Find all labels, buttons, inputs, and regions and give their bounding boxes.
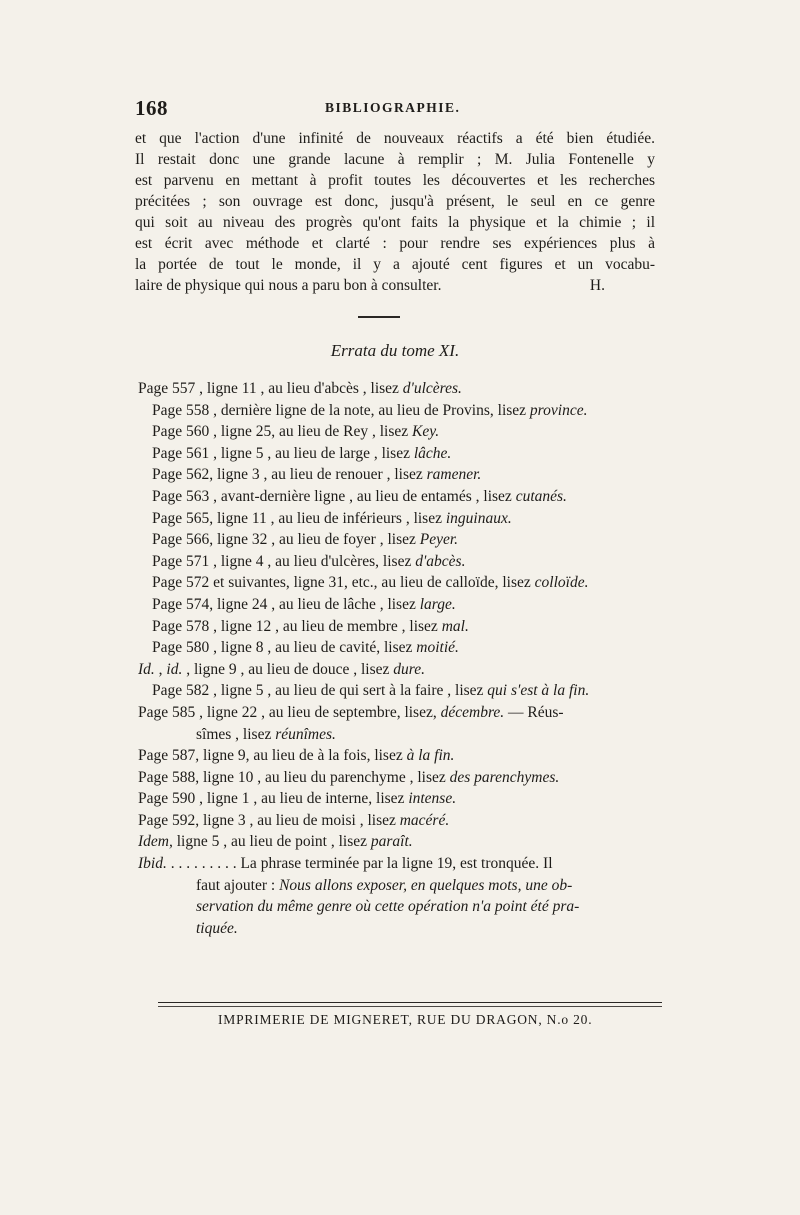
errata-entry: Page 565, ligne 11 , au lieu de inférieurs , lisez inguinaux. <box>152 509 512 527</box>
errata-title: Errata du tome XI. <box>330 341 460 360</box>
errata-entry: Page 585 , ligne 22 , au lieu de septembre, lisez, décembre. — Réus- <box>138 703 564 721</box>
errata-entry: Page 560 , ligne 25, au lieu de Rey , lisez Key. <box>152 423 440 441</box>
footer-rule-thin <box>158 1006 662 1007</box>
paragraph-last-line <box>135 275 605 296</box>
errata-entry: Page 588, ligne 10 , au lieu du parenchyme , lisez des parenchymes. <box>138 768 560 786</box>
intro-paragraph <box>135 128 655 296</box>
errata-entry-continued: tiquée. <box>196 919 238 937</box>
paragraph-line: est parvenu en mettant à profit toutes les découvertes et les recherches <box>135 172 655 189</box>
running-head: BIBLIOGRAPHIE. <box>325 100 461 115</box>
page-number: 168 <box>135 96 168 120</box>
paragraph-line: qui soit au niveau des progrès qu'ont faits la physique et la chimie ; il <box>135 214 655 231</box>
errata-entry: Page 562, ligne 3 , au lieu de renouer , lisez ramener. <box>152 466 482 484</box>
errata-entry-continued: servation du même genre où cette opération n'a point été pra- <box>196 898 580 916</box>
errata-entry: Page 561 , ligne 5 , au lieu de large , lisez lâche. <box>152 444 452 462</box>
errata-entry: Page 571 , ligne 4 , au lieu d'ulcères, lisez d'abcès. <box>152 552 466 570</box>
paragraph-line: et que l'action d'une infinité de nouveaux réactifs a été bien étudiée. <box>135 130 655 147</box>
errata-entry: Page 557 , ligne 11 , au lieu d'abcès , lisez d'ulcères. <box>138 380 462 397</box>
errata-entry: Page 580 , ligne 8 , au lieu de cavité, lisez moitié. <box>152 639 459 657</box>
errata-entry: Page 563 , avant-dernière ligne , au lieu de entamés , lisez cutanés. <box>152 487 567 505</box>
signature: H. <box>589 277 605 294</box>
paragraph-line: laire de physique qui nous a paru bon à consulter. <box>135 277 442 294</box>
errata-entry: Page 566, ligne 32 , au lieu de foyer , lisez Peyer. <box>152 531 459 549</box>
page-header <box>135 96 655 122</box>
errata-entry: Page 574, ligne 24 , au lieu de lâche , lisez large. <box>152 595 456 613</box>
errata-list <box>138 378 663 939</box>
errata-entry: Id. , id. , ligne 9 , au lieu de douce , lisez dure. <box>138 660 425 678</box>
errata-entry-continued: sîmes , lisez réunîmes. <box>196 725 336 743</box>
errata-entry-ibid: Ibid. . . . . . . . . . La phrase terminée par la ligne 19, est tronquée. Il <box>138 855 553 873</box>
paragraph-line: est écrit avec méthode et clarté : pour rendre ses expériences plus à <box>135 235 655 252</box>
footer-rule <box>158 1002 662 1003</box>
paragraph-line: Il restait donc une grande lacune à remplir ; M. Julia Fontenelle y <box>135 151 655 168</box>
errata-entry: Page 587, ligne 9, au lieu de à la fois, lisez à la fin. <box>138 747 455 765</box>
printer-imprint: IMPRIMERIE DE MIGNERET, RUE DU DRAGON, N.o 20. <box>218 1012 593 1027</box>
paragraph-line: la portée de tout le monde, il y a ajouté cent figures et un vocabu- <box>135 256 655 273</box>
errata-entry: Page 590 , ligne 1 , au lieu de interne, lisez intense. <box>138 790 457 808</box>
errata-entry: Page 558 , dernière ligne de la note, au lieu de Provins, lisez province. <box>152 401 588 419</box>
errata-entry: Page 572 et suivantes, ligne 31, etc., au lieu de calloïde, lisez colloïde. <box>152 574 589 592</box>
errata-entry: Page 592, ligne 3 , au lieu de moisi , lisez macéré. <box>138 811 450 829</box>
section-divider <box>358 316 400 318</box>
errata-entry: Idem, ligne 5 , au lieu de point , lisez paraît. <box>138 833 413 851</box>
errata-entry-continued: faut ajouter : Nous allons exposer, en quelques mots, une ob- <box>196 876 573 894</box>
paragraph-line: précitées ; son ouvrage est donc, jusqu'à présent, le seul en ce genre <box>135 193 655 210</box>
errata-entry: Page 578 , ligne 12 , au lieu de membre , lisez mal. <box>152 617 469 635</box>
errata-entry: Page 582 , ligne 5 , au lieu de qui sert à la faire , lisez qui s'est à la fin. <box>152 682 590 700</box>
